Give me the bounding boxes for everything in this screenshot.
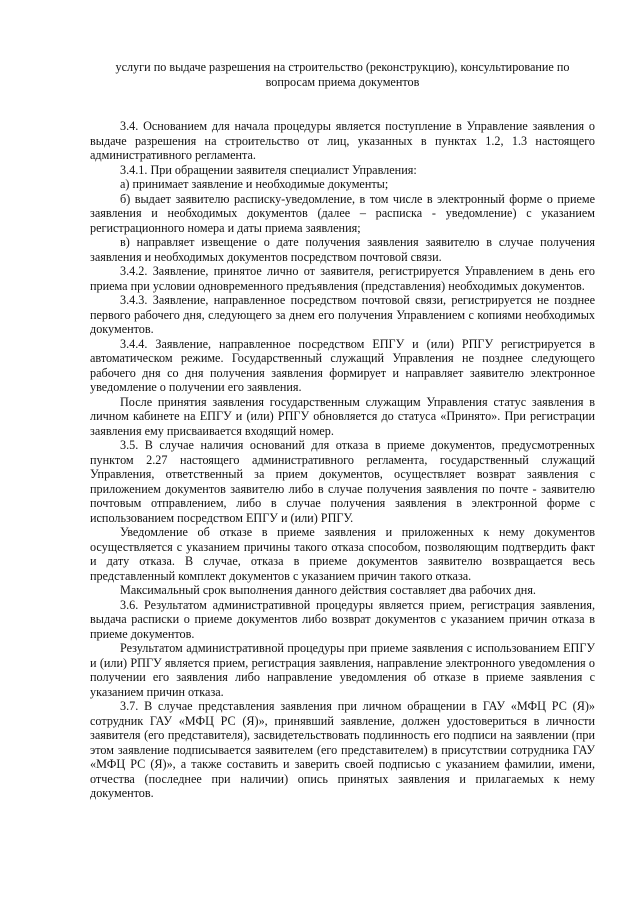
paragraph: 3.4.4. Заявление, направленное посредством ЕПГУ и (или) РПГУ регистрируется в автоматическом режиме. Государственный служащий Управления не позднее следующего рабочего дня со дня получения заявления формирует и направляет заявителю электронное уведомление о получении его заявления.	[90, 336, 595, 394]
paragraph: После принятия заявления государственным служащим Управления статус заявления в личном кабинете на ЕПГУ и (или) РПГУ обновляется до статуса «Принято». При регистрации заявления ему присваивается входящий номер.	[90, 394, 595, 438]
paragraph: 3.4. Основанием для начала процедуры является поступление в Управление заявления о выдаче разрешения на строительство от лиц, указанных в пунктах 1.2, 1.3 настоящего административного регламента.	[90, 119, 595, 162]
paragraph: Максимальный срок выполнения данного действия составляет два рабочих дня.	[120, 583, 536, 597]
document-body	[90, 119, 595, 801]
heading-line-2: вопросам приема документов	[265, 74, 420, 89]
paragraph: в) направляет извещение о дате получения заявления заявителю в случае получения заявления и необходимых документов посредством почтовой связи.	[90, 235, 595, 264]
paragraph: а) принимает заявление и необходимые документы;	[120, 177, 389, 191]
paragraph: б) выдает заявителю расписку-уведомление, в том числе в электронный форме о приеме заявления и необходимых документов (далее – расписка - уведомление) с указанием регистрационного номера и даты приема заявления;	[90, 191, 595, 235]
paragraph: Результатом административной процедуры при приеме заявления с использованием ЕПГУ и (или) РПГУ является прием, регистрация заявления, направление электронного уведомления о получении его заявления либо направление уведомления об отказе в приеме заявления с указанием причин отказа.	[90, 641, 595, 699]
document-heading	[90, 60, 595, 89]
paragraph: 3.4.2. Заявление, принятое лично от заявителя, регистрируется Управлением в день его приема при условии одновременного предъявления (представления) необходимых документов.	[90, 264, 595, 293]
paragraph: 3.4.1. При обращении заявителя специалист Управления:	[120, 162, 417, 177]
paragraph: 3.7. В случае представления заявления при личном обращении в ГАУ «МФЦ РС (Я)» сотрудник ГАУ «МФЦ РС (Я)», принявший заявление, должен удостовериться в личности заявителя (его представителя), засвидетельствовать подлинность его подписи на заявлении (при этом заявление подписывается заявителем (его представителем) в присутствии сотрудника ГАУ «МФЦ РС (Я)», а также составить и заверить своей подписью с указанием фамилии, имени, отчества (последнее при наличии) опись принятых заявления и прилагаемых к нему документов.	[90, 699, 595, 800]
paragraph: 3.4.3. Заявление, направленное посредством почтовой связи, регистрируется не позднее первого рабочего дня, следующего за днем его получения Управлением с копиями необходимых документов.	[90, 293, 595, 336]
heading-line-1: услуги по выдаче разрешения на строительство (реконструкцию), консультирование по	[115, 60, 570, 74]
paragraph: 3.5. В случае наличия оснований для отказа в приеме документов, предусмотренных пунктом 2.27 настоящего административного регламента, государственный служащий Управления, ответственный за прием документов, осуществляет возврат заявления с приложением документов заявителю либо в случае получения заявления по почте - заявителю почтовым отправлением, либо в случае получения заявления в электронной форме с использованием посредством ЕПГУ и (или) РПГУ.	[90, 438, 595, 525]
paragraph: Уведомление об отказе в приеме заявления и приложенных к нему документов осуществляется с указанием причины такого отказа способом, позволяющим подтвердить факт и дату отказа. В случае, отказа в приеме документов заявителю возвращается весь представленный комплект документов с указанием причин такого отказа.	[90, 525, 595, 583]
paragraph: 3.6. Результатом административной процедуры является прием, регистрация заявления, выдача расписки о приеме документов либо возврат документов с указанием причин отказа в приеме документов.	[90, 597, 595, 641]
